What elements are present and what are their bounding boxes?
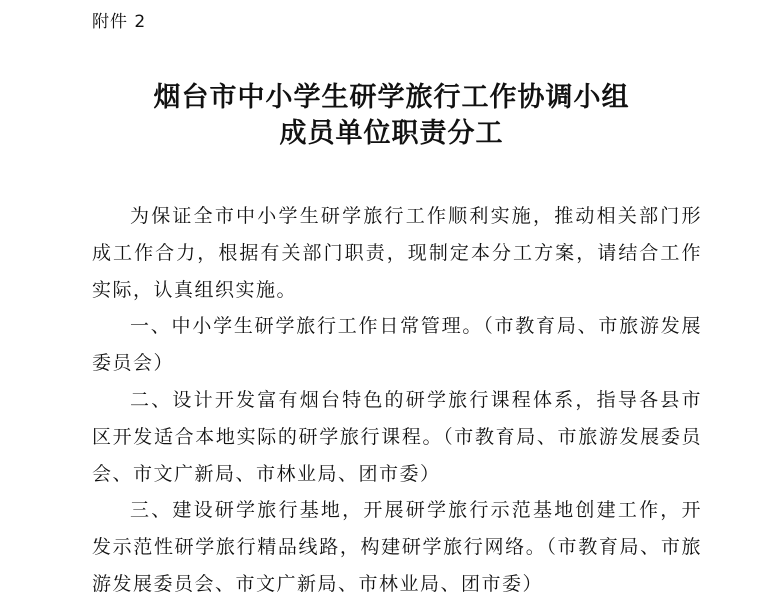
duty-paragraph-1: 一、中小学生研学旅行工作日常管理。（市教育局、市旅游发展委员会）: [92, 315, 702, 375]
document-body: [92, 198, 702, 603]
attachment-label: 附件 2: [92, 12, 147, 32]
document-title: [0, 80, 783, 152]
duty-paragraph-3: 三、建设研学旅行基地，开展研学旅行示范基地创建工作，开发示范性研学旅行精品线路，构建研学旅行网络。（市教育局、市旅游发展委员会、市文广新局、市林业局、团市委）: [92, 499, 702, 595]
title-line-2: 成员单位职责分工: [279, 118, 504, 149]
duty-paragraph-2: 二、设计开发富有烟台特色的研学旅行课程体系，指导各县市区开发适合本地实际的研学旅行课程。（市教育局、市旅游发展委员会、市文广新局、市林业局、团市委）: [92, 388, 702, 485]
intro-paragraph: 为保证全市中小学生研学旅行工作顺利实施，推动相关部门形成工作合力，根据有关部门职责，现制定本分工方案，请结合工作实际，认真组织实施。: [92, 205, 702, 301]
title-line-1: 烟台市中小学生研学旅行工作协调小组: [153, 82, 630, 113]
